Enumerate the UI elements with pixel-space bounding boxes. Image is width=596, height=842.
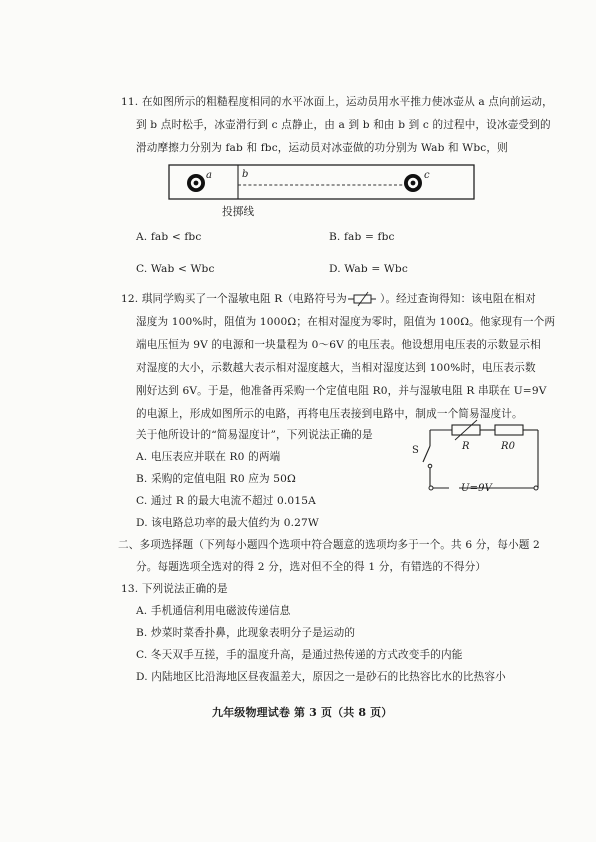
q11-option-d: D. Wab = Wbc: [329, 263, 408, 275]
switch-contact: [428, 464, 432, 468]
q12-option-a: A. 电压表应并联在 R0 的两端: [136, 451, 281, 463]
q13-option-a: A. 手机通信利用电磁波传递信息: [136, 605, 291, 617]
q12-line-2: 湿度为 100%时，阻值为 1000Ω；在相对湿度为零时，阻值为 100Ω。他家现有一个两: [136, 316, 556, 328]
q12-line-4: 对湿度的大小，示数越大表示相对湿度越大，当相对湿度达到 100%时，电压表示数: [136, 362, 536, 374]
q12-line-5: 刚好达到 6V。于是，他准备再采购一个定值电阻 R0，并与湿敏电阻 R 串联在 U=9V: [136, 385, 547, 397]
section-2-heading-line-2: 分。每题选项全选对的得 2 分，选对但不全的得 1 分，有错选的不得分）: [136, 561, 487, 573]
q11-line-2: 到 b 点时松手，冰壶滑行到 c 点静止，由 a 到 b 和由 b 到 c 的过程中，设冰壶受到的: [136, 119, 551, 131]
q11-option-a: A. fab < fbc: [136, 231, 202, 243]
q12-option-c: C. 通过 R 的最大电流不超过 0.015A: [136, 495, 316, 507]
resistor-r0-label: R0: [501, 441, 516, 452]
q12-line-3: 端电压恒为 9V 的电源和一块量程为 0～6V 的电压表。他设想用电压表的示数显示相: [136, 339, 541, 351]
q11-option-b: B. fab = fbc: [329, 231, 395, 243]
voltage-label: U=9V: [461, 483, 492, 494]
switch-blade: [423, 446, 430, 462]
switch-label: S: [412, 445, 420, 456]
q13-stem: 13. 下列说法正确的是: [121, 583, 228, 595]
point-b-label: b: [242, 169, 249, 180]
terminal-right: [534, 486, 538, 490]
throw-line-caption: 投掷线: [222, 206, 255, 218]
q12-option-d: D. 该电路总功率的最大值约为 0.27W: [136, 517, 319, 529]
point-c-label: c: [424, 170, 430, 181]
q12-line-6: 的电源上，形成如图所示的电路，再将电压表接到电路中，制成一个简易湿度计。: [136, 408, 523, 420]
page-footer: 九年级物理试卷 第 3 页（共 8 页）: [212, 706, 393, 719]
q13-option-b: B. 炒菜时菜香扑鼻，此现象表明分子是运动的: [136, 627, 356, 639]
q11-line-1: 11. 在如图所示的粗糙程度相同的水平冰面上，运动员用水平推力使冰壶从 a 点向前运动，: [121, 96, 553, 108]
q12-line-7: 关于他所设计的“简易湿度计”，下列说法正确的是: [136, 429, 373, 441]
q11-option-c: C. Wab < Wbc: [136, 263, 215, 275]
terminal-left: [429, 486, 433, 490]
q12-line-1a: 12. 琪同学购买了一个湿敏电阻 R（电路符号为: [121, 293, 347, 305]
resistor-r-label: R: [462, 441, 470, 452]
point-a-label: a: [206, 170, 213, 181]
q12-option-b: B. 采购的定值电阻 R0 应为 50Ω: [136, 473, 296, 485]
q13-option-d: D. 内陆地区比沿海地区昼夜温差大，原因之一是砂石的比热容比水的比热容小: [136, 671, 506, 683]
q13-option-c: C. 冬天双手互搓，手的温度升高，是通过热传递的方式改变手的内能: [136, 649, 463, 661]
q12-line-1b: ）。经过查询得知：该电阻在相对: [380, 293, 536, 305]
fixed-resistor-r0: [495, 425, 523, 435]
section-2-heading-line-1: 二、多项选择题（下列每小题四个选项中符合题意的选项均多于一个。共 6 分，每小题 2: [118, 539, 540, 551]
q11-line-3: 滑动摩擦力分别为 fab 和 fbc，运动员对冰壶做的功分别为 Wab 和 Wbc，则: [136, 142, 508, 154]
